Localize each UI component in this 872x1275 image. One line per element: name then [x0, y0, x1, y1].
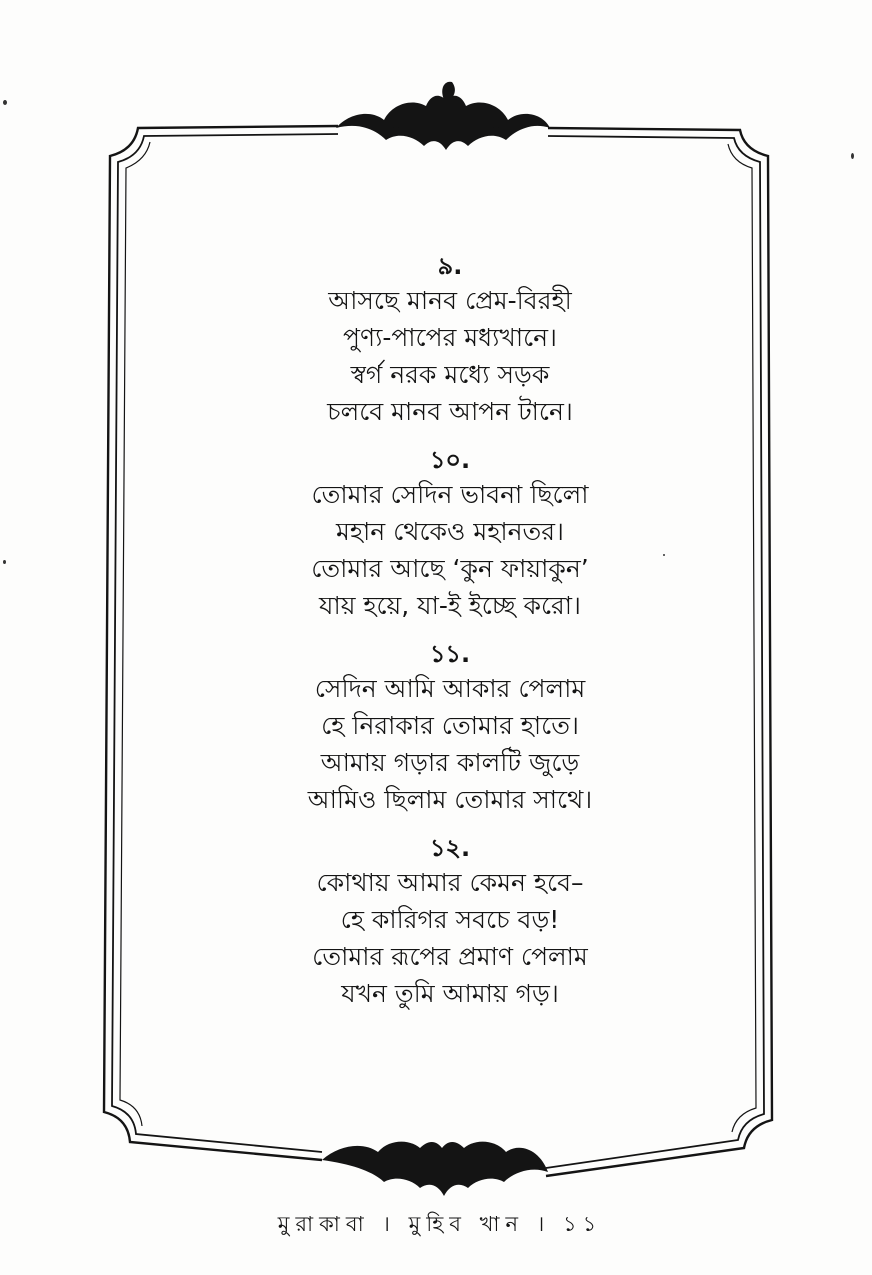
footer-book-title: মুরাকাবা — [277, 1212, 370, 1236]
page-number: ১১ — [562, 1212, 603, 1236]
scan-speck — [3, 560, 6, 564]
stanza-number: ৯. — [437, 252, 463, 280]
verse-line: পুণ্য-পাপের মধ্যখানে। — [342, 323, 557, 352]
verse-line: কোথায় আমার কেমন হবে– — [316, 868, 584, 897]
footer-author: মুহিব খান — [408, 1212, 525, 1236]
top-flourish-ornament — [336, 82, 550, 150]
verse-line: যখন তুমি আমায় গড়। — [341, 979, 559, 1008]
verse-line: আমিও ছিলাম তোমার সাথে। — [307, 785, 593, 814]
verse-line: চলবে মানব আপন টানে। — [327, 397, 573, 426]
scan-speck — [3, 100, 7, 105]
stanza-number: ১০. — [429, 446, 471, 474]
verse-line: মহান থেকেও মহানতর। — [336, 517, 564, 546]
poem-stanzas — [180, 250, 720, 1026]
verse-line: তোমার সেদিন ভাবনা ছিলো — [311, 480, 589, 509]
verse-line: আসছে মানব প্রেম-বিরহী — [328, 286, 572, 315]
verse-line: হে কারিগর সবচে বড়! — [340, 905, 560, 934]
verse-line: যায় হয়ে, যা-ই ইচ্ছে করো। — [319, 591, 581, 620]
bottom-flourish-ornament — [322, 1142, 548, 1196]
verse-line: আমায় গড়ার কালটি জুড়ে — [320, 748, 580, 777]
stanza-number: ১১. — [429, 640, 471, 668]
verse-line: তোমার রূপের প্রমাণ পেলাম — [312, 942, 588, 971]
verse-line: সেদিন আমি আকার পেলাম — [314, 674, 586, 703]
footer-separator: । — [382, 1212, 396, 1236]
scan-speck — [851, 153, 854, 159]
stanza — [180, 638, 720, 818]
verse-line: স্বর্গ নরক মধ্যে সড়ক — [350, 360, 550, 389]
footer-separator: । — [536, 1212, 551, 1236]
stanza — [180, 832, 720, 1012]
stanza — [180, 250, 720, 430]
stanza — [180, 444, 720, 624]
verse-line: হে নিরাকার তোমার হাতে। — [321, 711, 579, 740]
stanza-number: ১২. — [429, 834, 471, 862]
page-footer — [260, 1208, 620, 1243]
verse-line: তোমার আছে ‘কুন ফায়াকুন’ — [311, 554, 589, 583]
